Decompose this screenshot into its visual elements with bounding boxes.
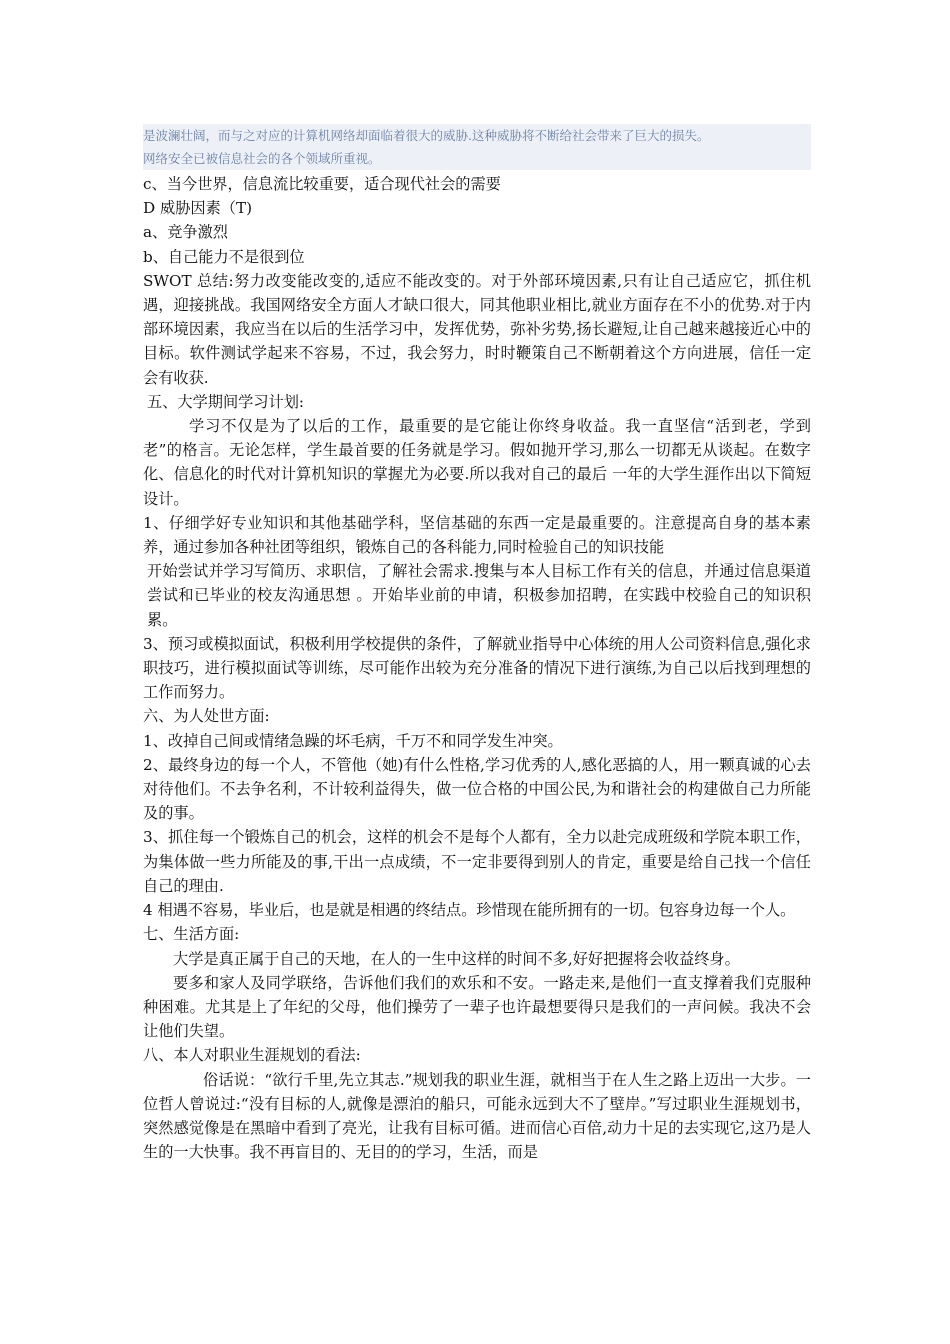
list-item: c、当今世界，信息流比较重要，适合现代社会的需要 — [143, 175, 501, 193]
list-item: 3、预习或模拟面试，积极利用学校提供的条件，了解就业指导中心体统的用人公司资料信息,强化求职技巧，进行模拟面试等训练，尽可能作出较为充分准备的情况下进行演练,为自己以后找到理想的工作而努力。 — [143, 634, 811, 702]
list-item: 2、最终身边的每一个人，不管他（她)有什么性格,学习优秀的人,感化恶搞的人，用一颗真诚的心去对待他们。不去争名利，不计较利益得失，做一位合格的中国公民,为和谐社会的构建做自己力所能及的事。 — [143, 755, 811, 823]
section-heading: 六、为人处世方面: — [143, 707, 270, 726]
document-body — [143, 172, 811, 1164]
list-item: b、自己能力不是很到位 — [143, 247, 305, 266]
document-page — [143, 124, 811, 1164]
paragraph: 开始尝试并学习写简历、求职信，了解社会需求.搜集与本人目标工作有关的信息，并通过信息渠道尝试和已毕业的校友沟通思想 。开始毕业前的申请，积极参加招聘，在实践中校验自己的知识积累。 — [147, 562, 811, 629]
paragraph: 学习不仅是为了以后的工作，最重要的是它能让你终身收益。我一直坚信“活到老，学到老”的格言。无论怎样，学生最首要的任务就是学习。假如抛开学习,那么一切都无从谈起。在数字化、信息化的时代对计算机知识的掌握尤为必要.所以我对自己的最后 一年的大学生涯作出以下简短设计。 — [143, 417, 811, 508]
section-heading: D 威胁因素（T) — [143, 199, 252, 218]
list-item: 1、改掉自己间或情绪急躁的坏毛病，千万不和同学发生冲突。 — [143, 731, 563, 750]
highlighted-passage — [143, 124, 811, 170]
list-item: 1、仔细学好专业知识和其他基础学科，坚信基础的东西一定是最重要的。注意提高自身的基本素养，通过参加各种社团等组织，锻炼自己的各科能力,同时检验自己的知识技能 — [143, 513, 811, 557]
highlight-line: 是波澜壮阔，而与之对应的计算机网络却面临着很大的威胁.这种威胁将不断给社会带来了巨大的损失。 — [143, 128, 710, 143]
list-item: a、竞争激烈 — [143, 223, 228, 242]
section-heading: 七、生活方面: — [143, 925, 240, 944]
section-heading: 五、大学期间学习计划: — [147, 392, 304, 411]
paragraph: 俗话说：“欲行千里,先立其志.”规划我的职业生涯，就相当于在人生之路上迈出一大步。一位哲人曾说过:“没有目标的人,就像是漂泊的船只，可能永远到大不了壁岸。”写过职业生涯规划书，突然感觉像是在黑暗中看到了亮光，让我有目标可循。进而信心百倍,动力十足的去实现它,这乃是人生的一大快事。我不再盲目的、无目的的学习，生活，而是 — [143, 1070, 811, 1162]
paragraph: 大学是真正属于自己的天地，在人的一生中这样的时间不多,好好把握将会收益终身。 — [173, 949, 740, 968]
list-item: 4 相遇不容易，毕业后，也是就是相遇的终结点。珍惜现在能所拥有的一切。包容身边每一个人。 — [143, 901, 796, 920]
section-heading: 八、本人对职业生涯规划的看法: — [143, 1046, 361, 1065]
paragraph: 要多和家人及同学联络，告诉他们我们的欢乐和不安。一路走来,是他们一直支撑着我们克服种种困难。尤其是上了年纪的父母，他们操劳了一辈子也许最想要得只是我们的一声问候。我决不会让他们失望。 — [143, 973, 811, 1041]
list-item: 3、抓住每一个锻炼自己的机会，这样的机会不是每个人都有，全力以赴完成班级和学院本职工作，为集体做一些力所能及的事,干出一点成绩，不一定非要得到别人的肯定，重要是给自己找一个信任自己的理由. — [143, 828, 811, 895]
paragraph: SWOT 总结:努力改变能改变的,适应不能改变的。对于外部环境因素,只有让自己适应它，抓住机遇，迎接挑战。我国网络安全方面人才缺口很大，同其他职业相比,就业方面存在不小的优势.对于内部环境因素，我应当在以后的生活学习中，发挥优势，弥补劣势,扬长避短,让自己越来越接近心中的目标。软件测试学起来不容易，不过，我会努力，时时鞭策自己不断朝着这个方向进展，信任一定会有收获. — [143, 271, 811, 387]
highlight-line: 网络安全已被信息社会的各个领域所重视。 — [143, 151, 381, 166]
